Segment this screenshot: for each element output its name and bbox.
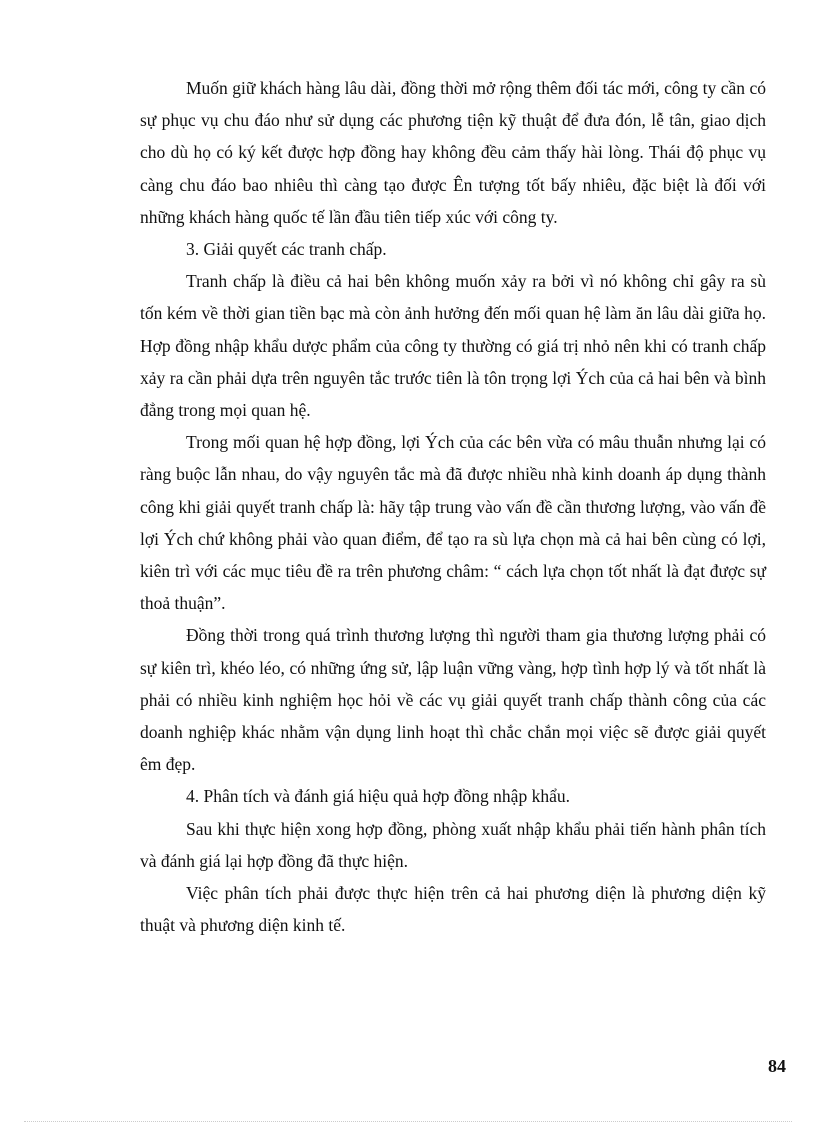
paragraph-after-contract: Sau khi thực hiện xong hợp đồng, phòng xuất nhập khẩu phải tiến hành phân tích và đánh giá lại hợp đồng đã thực hiện. xyxy=(140,818,766,871)
paragraph-contract-relations: Trong mối quan hệ hợp đồng, lợi Ých của các bên vừa có mâu thuẫn nhưng lại có ràng buộc lẫn nhau, do vậy nguyên tắc mà đã được nhiều nhà kinh doanh áp dụng thành công khi giải quyết tranh chấp là: hãy tập trung vào vấn đề cần thương lượng, vào vấn đề lợi Ých chứ không phải vào quan điểm, để tạo ra sù lựa chọn mà cả hai bên cùng có lợi, kiên trì với các mục tiêu đề ra trên phương châm: “ cách lựa chọn tốt nhất là đạt được sự thoả thuận”. xyxy=(140,432,766,614)
section-heading-dispute-resolution: 3. Giải quyết các tranh chấp. xyxy=(186,239,387,260)
section-heading-contract-analysis: 4. Phân tích và đánh giá hiệu quả hợp đồng nhập khẩu. xyxy=(186,786,570,807)
page-number: 84 xyxy=(768,1056,786,1076)
paragraph-disputes: Tranh chấp là điều cả hai bên không muốn xảy ra bởi vì nó không chỉ gây ra sù tốn kém về thời gian tiền bạc mà còn ảnh hưởng đến mối quan hệ làm ăn lâu dài giữa họ. Hợp đồng nhập khẩu dược phẩm của công ty thường có giá trị nhỏ nên khi có tranh chấp xảy ra cần phải dựa trên nguyên tắc trước tiên là tôn trọng lợi Ých của cả hai bên và bình đẳng trong mọi quan hệ. xyxy=(140,271,766,421)
paragraph-analysis-aspects: Việc phân tích phải được thực hiện trên cả hai phương diện là phương diện kỹ thuật và phương diện kinh tế. xyxy=(140,883,766,936)
page-body xyxy=(140,72,766,941)
paragraph-negotiation: Đồng thời trong quá trình thương lượng thì người tham gia thương lượng phải có sự kiên trì, khéo léo, có những ứng sử, lập luận vững vàng, hợp tình hợp lý và tốt nhất là phải có nhiều kinh nghiệm học hỏi về các vụ giải quyết tranh chấp thành công của các doanh nghiệp khác nhằm vận dụng linh hoạt thì chắc chắn mọi việc sẽ được giải quyết êm đẹp. xyxy=(140,625,766,775)
page-bottom-divider xyxy=(24,1121,792,1122)
paragraph-customer-service: Muốn giữ khách hàng lâu dài, đồng thời mở rộng thêm đối tác mới, công ty cần có sự phục vụ chu đáo như sử dụng các phương tiện kỹ thuật để đưa đón, lễ tân, giao dịch cho dù họ có ký kết được hợp đồng hay không đều cảm thấy hài lòng. Thái độ phục vụ càng chu đáo bao nhiêu thì càng tạo được Ên tượng tốt bấy nhiêu, đặc biệt là đối với những khách hàng quốc tế lần đầu tiên tiếp xúc với công ty. xyxy=(140,78,766,227)
